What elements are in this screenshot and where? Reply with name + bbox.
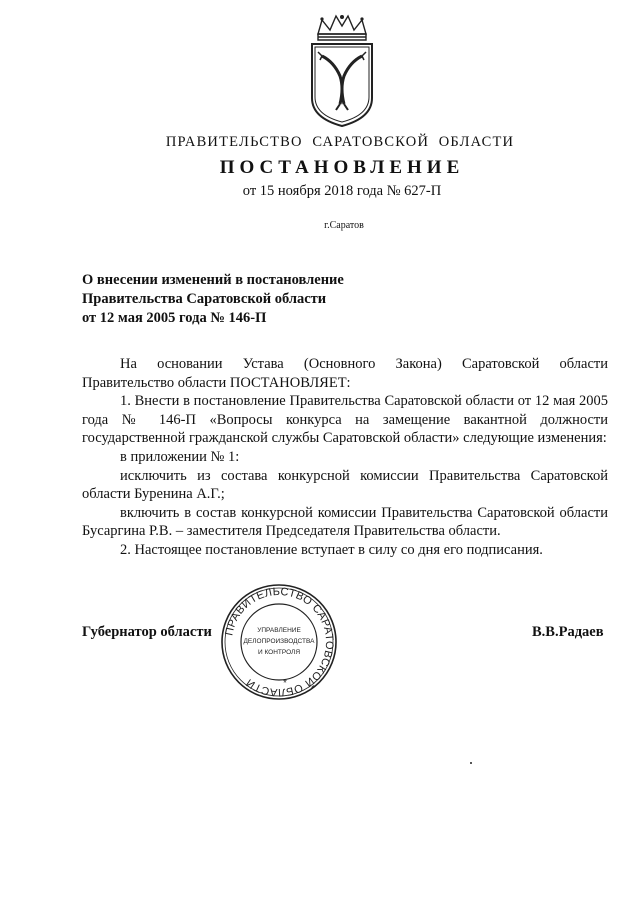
official-stamp	[215, 582, 343, 702]
document-body	[82, 355, 608, 560]
body-paragraph: в приложении № 1:	[120, 448, 240, 465]
document-date-number: от 15 ноября 2018 года № 627-П	[242, 183, 442, 199]
document-type: ПОСТАНОВЛЕНИЕ	[219, 157, 465, 178]
government-name: ПРАВИТЕЛЬСТВО САРАТОВСКОЙ ОБЛАСТИ	[165, 134, 515, 150]
stamp-inner-line: ДЕЛОПРОИЗВОДСТВА	[243, 638, 315, 645]
body-paragraph: 2. Настоящее постановление вступает в силу со дня его подписания.	[120, 541, 543, 558]
stamp-inner-line: И КОНТРОЛЯ	[257, 649, 301, 656]
signatory-title: Губернатор области	[82, 624, 212, 640]
subject-line: О внесении изменений в постановление	[82, 272, 344, 288]
stamp-star-icon: *	[283, 678, 287, 689]
stamp-ring-text: ПРАВИТЕЛЬСТВО САРАТОВСКОЙ ОБЛАСТИ	[223, 585, 336, 699]
body-paragraph: 1. Внести в постановление Правительства Саратовской области от 12 мая 2005 года № 146-П «Вопросы конкурса на замещение вакантной должности государственной гражданской службы Саратовской области» следующие изменения:	[82, 393, 608, 447]
body-paragraph: Правительство области ПОСТАНОВЛЯЕТ:	[82, 374, 351, 391]
body-paragraph: включить в состав конкурсной комиссии Правительства Саратовской области Бусаргина Р.В. – заместителя Председателя Правительства области.	[82, 504, 608, 540]
document-subject	[82, 271, 344, 328]
body-paragraph: На основании Устава (Основного Закона) Саратовской области	[120, 356, 608, 372]
scan-speck	[470, 762, 472, 764]
subject-line: Правительства Саратовской области	[82, 291, 327, 307]
body-paragraph: исключить из состава конкурсной комиссии Правительства Саратовской области Буренина А.Г.;	[82, 467, 608, 503]
signatory-name: В.В.Радаев	[532, 624, 604, 640]
saratov-coat-of-arms-icon	[300, 12, 384, 130]
stamp-inner-line: УПРАВЛЕНИЕ	[257, 627, 301, 634]
document-city: г.Саратов	[324, 220, 364, 231]
subject-line: от 12 мая 2005 года № 146-П	[82, 310, 267, 326]
